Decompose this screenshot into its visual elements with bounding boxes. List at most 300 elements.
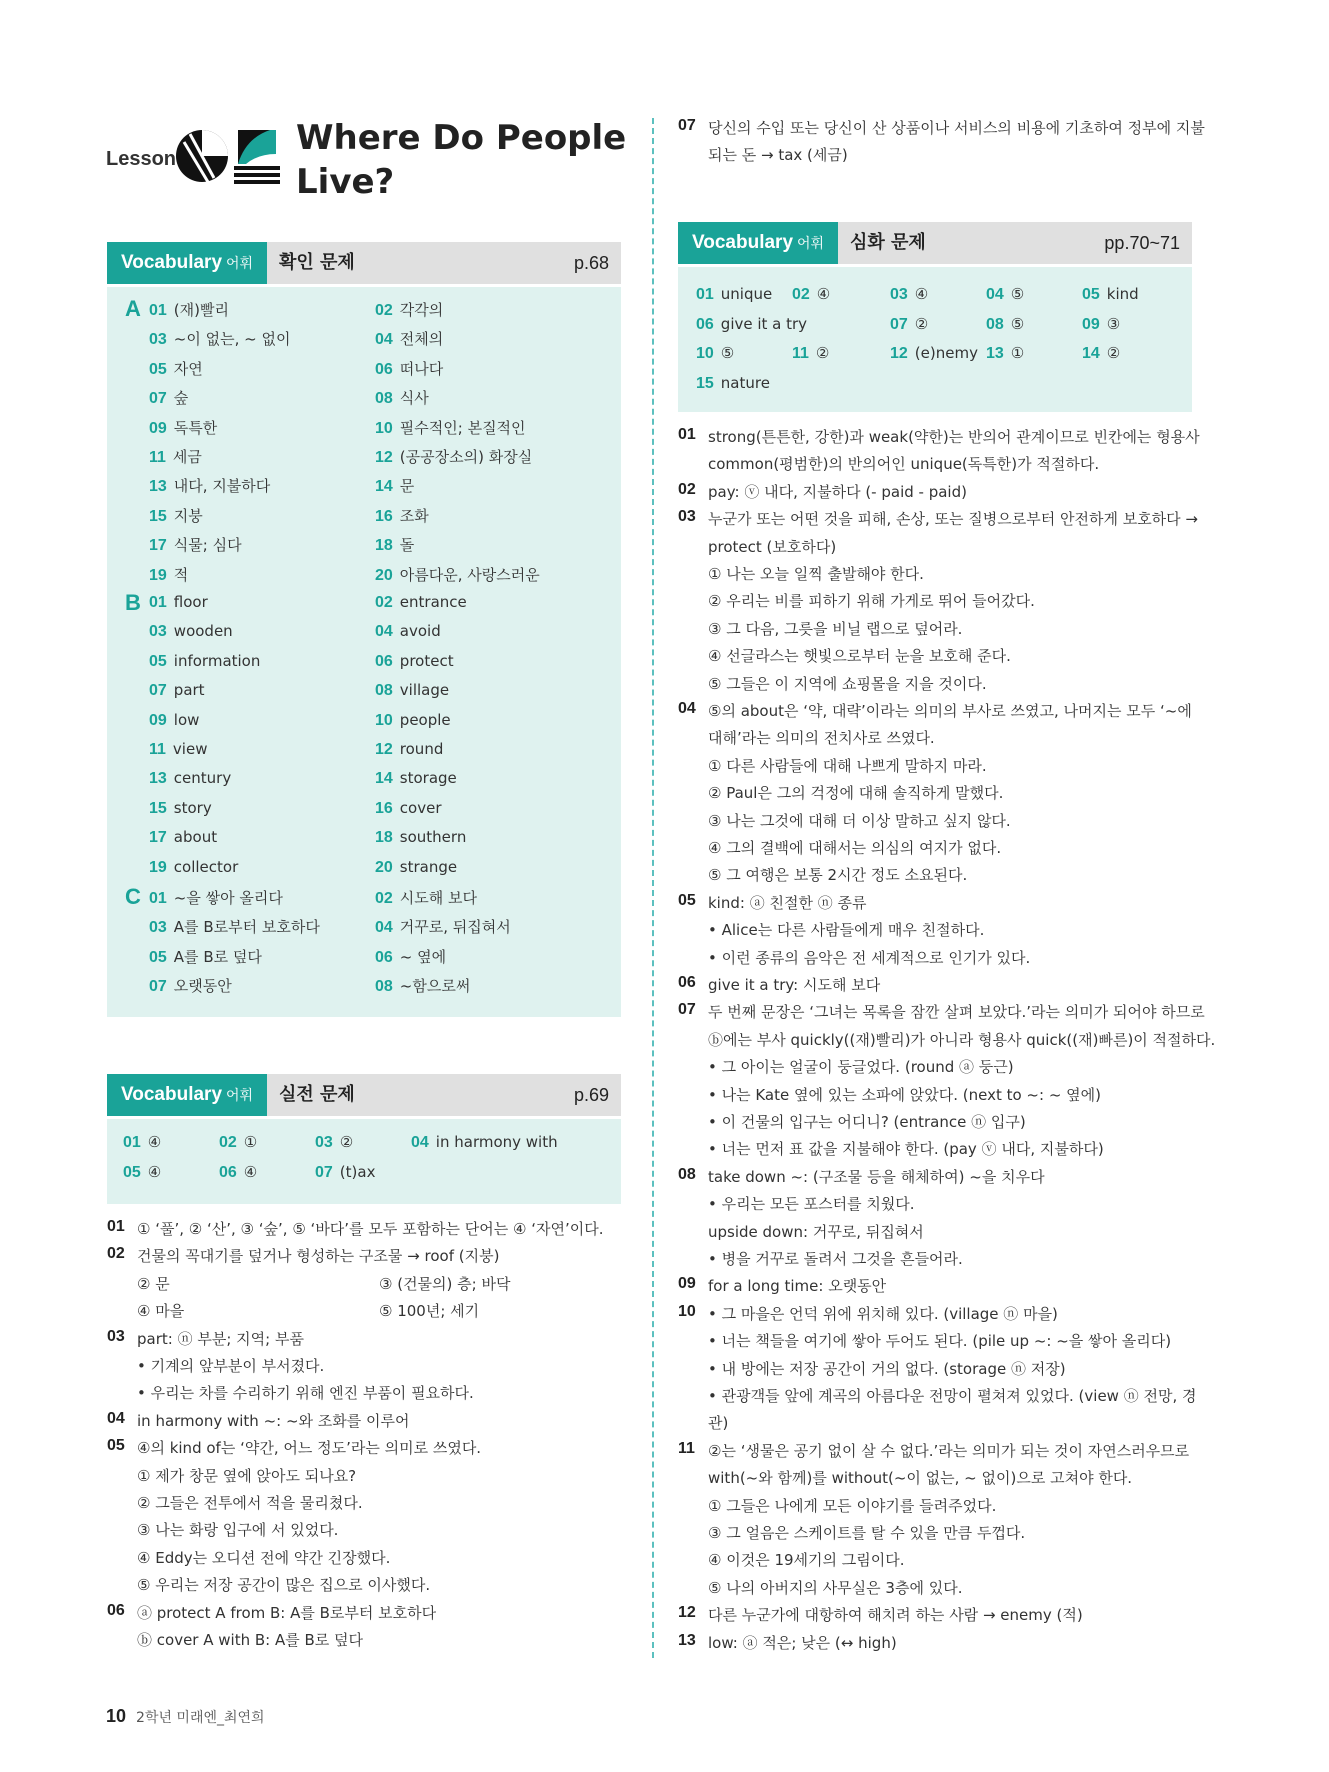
answer-item (375, 858, 457, 877)
title-line-1: Where Do People (296, 118, 627, 158)
box1-tag: Vocabulary 어휘 (107, 242, 267, 284)
answer-item (149, 858, 238, 877)
explanation-line (107, 1574, 627, 1596)
answer-number: 07 (149, 390, 167, 408)
answer-item (375, 446, 532, 467)
answer-item (149, 975, 232, 996)
explanation-text: ① 다른 사람들에 대해 나쁘게 말하지 마라. (708, 756, 987, 775)
answer-text: A를 B로 덮다 (173, 947, 262, 966)
answer-text: century (173, 769, 232, 788)
answer-item (375, 387, 429, 408)
answer-text: (재)빨리 (173, 301, 229, 319)
answer-text: ⑤ (1010, 285, 1025, 303)
answer-number: 01 (149, 594, 167, 611)
lesson-title (296, 116, 636, 204)
answer-item (149, 681, 205, 700)
explanation-line (107, 1519, 627, 1541)
explanation-text: ⓑ에는 부사 quickly((재)빨리)가 아니라 형용사 quick((재)빠른)이 적절하다. (708, 1030, 1216, 1049)
explanation-text: ① ‘풀’, ② ‘산’, ③ ‘숲’, ⑤ ‘바다’를 모두 포함하는 단어는 ④ ‘자연’이다. (137, 1220, 604, 1238)
answer-text: 거꾸로, 뒤집혀서 (399, 918, 511, 937)
explanation-line (107, 1492, 627, 1514)
box2-page: p.69 (573, 1085, 609, 1105)
explanation-line (678, 1193, 1198, 1215)
answer-item (149, 622, 233, 641)
explanation-text: 대해’라는 의미의 전치사로 쓰였다. (708, 729, 935, 748)
explanation-line (107, 1602, 627, 1624)
explanation-text: ③ (건물의) 층; 바닥 (379, 1274, 511, 1293)
answer-number: 12 (375, 741, 393, 758)
answer-number: 09 (149, 419, 167, 437)
answer-item (149, 711, 199, 730)
answer-item (375, 593, 467, 612)
explanation-text: ⑤ 그들은 이 지역에 쇼핑몰을 지을 것이다. (708, 674, 987, 693)
explanation-line (678, 1138, 1198, 1160)
explanation-text: • 이런 종류의 음악은 전 세계적으로 인기가 있다. (708, 948, 1031, 967)
explanation-text: • 너는 먼저 표 값을 지불해야 한다. (pay ⓥ 내다, 지불하다) (708, 1140, 1104, 1159)
explanation-text: • 그 마을은 언덕 위에 위치해 있다. (village ⓝ 마을) (708, 1304, 1058, 1323)
answer-number: 16 (375, 799, 393, 817)
explanation-line (678, 508, 1198, 530)
explanation-text: • 관광객들 앞에 계곡의 아름다운 전망이 펼쳐져 있었다. (view ⓝ 전망, 경 (708, 1387, 1197, 1405)
explanation-line (678, 1604, 1198, 1626)
explanation-text: ⑤의 about은 ‘약, 대략’이라는 의미의 부사로 쓰였고, 나머지는 모두 ‘~에 (708, 702, 1192, 720)
answer-text: ~을 쌓아 올리다 (173, 889, 283, 907)
explanation-text: ⑤ 나의 아버지의 사무실은 3층에 있다. (708, 1578, 963, 1597)
explanation-text: 되는 돈 → tax (세금) (708, 146, 848, 164)
answer-text: protect (399, 651, 454, 670)
answer-item (149, 505, 203, 526)
question-number: 10 (678, 1302, 696, 1320)
answer-item (375, 299, 443, 320)
answer-item (149, 887, 283, 908)
answer-item (792, 285, 830, 304)
explanation-text: 건물의 꼭대기를 덮거나 형성하는 구조물 → roof (지붕) (137, 1247, 500, 1266)
answer-text: 지붕 (173, 506, 203, 525)
answer-number: 13 (149, 770, 167, 788)
answer-text: unique (720, 285, 773, 303)
answer-text: ⑤ (720, 344, 735, 362)
answer-item (890, 315, 928, 334)
explanation-line (678, 919, 1198, 941)
explanation-text: protect (보호하다) (708, 537, 837, 556)
answer-item (375, 622, 441, 641)
answer-text: (공공장소의) 화장실 (399, 448, 533, 466)
footer-text: 2학년 미래엔_최연희 (136, 1710, 265, 1726)
explanation-text: low: ⓐ 적은; 낮은 (↔ high) (708, 1633, 897, 1652)
explanation-text: with(~와 함께)를 without(~이 없는, ~ 없이)으로 고쳐야 한다. (708, 1469, 1133, 1488)
answer-text: 내다, 지불하다 (173, 477, 271, 496)
answer-text: floor (173, 593, 208, 611)
answer-number: 10 (375, 419, 393, 437)
answer-number: 06 (375, 948, 393, 966)
explanation-text: take down ~: (구조물 등을 해체하여) ~을 치우다 (708, 1167, 1045, 1186)
explanation-text: ⑤ 우리는 저장 공간이 많은 집으로 이사했다. (137, 1576, 431, 1595)
explanation-line (107, 1437, 627, 1459)
answer-text: ③ (1106, 314, 1121, 333)
answer-item (375, 769, 457, 788)
answer-number: 01 (149, 890, 167, 907)
box1-subtitle: 확인 문제 (279, 252, 355, 273)
explanation-text: • 그 아이는 얼굴이 둥글었다. (round ⓐ 둥근) (708, 1058, 1014, 1077)
box3-tag: Vocabulary 어휘 (678, 222, 838, 264)
answer-item (149, 593, 208, 612)
explanation-line (678, 1632, 1198, 1654)
answer-number: 10 (696, 345, 714, 362)
explanation-text: ④ Eddy는 오디션 전에 약간 긴장했다. (137, 1548, 391, 1567)
explanation-line (678, 1577, 1198, 1599)
explanation-line (678, 727, 1198, 749)
answer-number: 08 (375, 390, 393, 408)
answer-text: southern (399, 828, 467, 847)
answer-number: 02 (375, 890, 393, 907)
answer-number: 02 (792, 286, 810, 303)
answer-item (375, 740, 443, 759)
explanation-line (678, 947, 1198, 969)
answer-number: 06 (696, 315, 714, 333)
answer-text: ~함으로써 (399, 977, 471, 996)
question-number: 12 (678, 1604, 696, 1622)
answer-item (1082, 344, 1120, 363)
answer-number: 05 (149, 948, 167, 966)
answer-text: view (172, 740, 208, 758)
answer-item (149, 358, 203, 379)
answer-number: 20 (375, 858, 393, 876)
answer-item (149, 769, 231, 788)
answer-number: 06 (219, 1164, 237, 1181)
explanation-line (678, 1467, 1198, 1489)
explanation-line (678, 1385, 1198, 1407)
answer-number: 17 (149, 829, 167, 847)
answer-text: 시도해 보다 (399, 889, 478, 907)
answer-number: 03 (149, 331, 167, 349)
answer-item (149, 534, 242, 555)
answer-item (149, 328, 290, 349)
answer-number: 08 (375, 682, 393, 700)
explanation-line (678, 1495, 1198, 1517)
answer-number: 07 (890, 315, 908, 333)
answer-text: A를 B로부터 보호하다 (173, 918, 320, 937)
explanation-text: ② 문 (137, 1274, 170, 1293)
explanation-line (678, 1221, 1198, 1243)
answer-item (123, 1163, 161, 1182)
answer-item (375, 534, 414, 555)
explanation-line (678, 673, 1198, 695)
explanation-line (678, 426, 1198, 448)
answer-number: 15 (696, 374, 714, 392)
answer-text: low (173, 710, 200, 729)
question-number: 04 (678, 700, 696, 717)
answer-item (890, 285, 928, 304)
answer-text: in harmony with (435, 1133, 558, 1151)
answer-item (149, 446, 202, 467)
answer-item (411, 1133, 558, 1152)
answer-item (375, 475, 414, 496)
answer-text: ④ (816, 285, 831, 303)
box3-header (678, 222, 1192, 264)
answer-item (375, 358, 443, 379)
answer-text: round (399, 740, 444, 758)
answer-number: 18 (375, 537, 393, 555)
explanation-line (678, 1358, 1198, 1380)
explanation-text: ⓐ protect A from B: A를 B로부터 보호하다 (137, 1603, 437, 1622)
answer-text: 오랫동안 (173, 977, 232, 996)
page-number: 10 (106, 1706, 127, 1726)
explanation-line (678, 1412, 1198, 1434)
explanation-line (678, 1303, 1198, 1325)
right-top-explanation (678, 117, 1205, 177)
answer-text: 적 (173, 565, 189, 584)
left-explanations (107, 1218, 627, 1648)
question-number: 08 (678, 1165, 696, 1183)
section-letter: B (125, 590, 141, 615)
answer-text: 자연 (173, 359, 203, 378)
answer-text: ④ (914, 285, 929, 303)
explanation-text: • 내 방에는 저장 공간이 거의 없다. (storage ⓝ 저장) (708, 1359, 1066, 1378)
answer-text: cover (399, 798, 442, 817)
answer-text: ④ (147, 1163, 162, 1181)
answer-text: story (173, 798, 212, 817)
answer-item (375, 828, 466, 847)
explanation-text: ④ 선글라스는 햇빛으로부터 눈을 보호해 준다. (708, 647, 1011, 666)
explanation-text: ③ 그 다음, 그릇을 비닐 랩으로 덮어라. (708, 619, 963, 638)
answer-item (375, 505, 429, 526)
answer-item (149, 387, 188, 408)
answer-text: wooden (173, 622, 233, 641)
answer-number: 13 (986, 345, 1004, 362)
answer-number: 03 (890, 286, 908, 303)
explanation-line (678, 1275, 1198, 1297)
explanation-text: part: ⓝ 부분; 지역; 부품 (137, 1329, 304, 1348)
answer-number: 08 (375, 978, 393, 996)
answer-text: ② (914, 314, 929, 333)
explanation-line (678, 1056, 1198, 1078)
explanation-line (678, 1166, 1198, 1188)
answer-number: 02 (219, 1134, 237, 1151)
answer-number: 15 (149, 507, 167, 525)
answer-text: 독특한 (173, 418, 218, 437)
explanation-text: in harmony with ~: ~와 조화를 이루어 (137, 1411, 410, 1430)
explanation-line (678, 782, 1198, 804)
question-number: 05 (107, 1437, 125, 1455)
explanation-line (678, 453, 1198, 475)
answer-number: 19 (149, 566, 167, 584)
answer-item (375, 681, 449, 700)
title-line-2: Live? (296, 162, 395, 202)
answer-number: 02 (375, 302, 393, 319)
answer-number: 12 (375, 449, 393, 466)
answer-item (375, 711, 451, 730)
answer-number: 20 (375, 566, 393, 584)
explanation-text: upside down: 거꾸로, 뒤집혀서 (708, 1222, 924, 1241)
explanation-text: • 이 건물의 입구는 어디니? (entrance ⓝ 입구) (708, 1113, 1026, 1131)
explanation-text: ② 그들은 전투에서 적을 물리쳤다. (137, 1494, 363, 1512)
answer-item (375, 564, 540, 585)
question-number: 07 (678, 117, 696, 134)
question-number: 09 (678, 1275, 696, 1293)
answer-text: 필수적인; 본질적인 (399, 418, 526, 437)
answer-number: 14 (375, 770, 393, 788)
explanation-text: • 병을 거꾸로 돌려서 그것을 흔들어라. (708, 1250, 963, 1268)
question-number: 02 (678, 480, 696, 498)
question-number: 02 (107, 1245, 125, 1263)
answer-text: 식물; 심다 (173, 536, 242, 555)
explanation-line (678, 892, 1198, 914)
answer-item (315, 1133, 353, 1152)
box3-subtitle: 심화 문제 (850, 232, 926, 253)
answer-item (149, 475, 270, 496)
answer-text: ⑤ (1010, 314, 1025, 333)
box2-body (107, 1119, 621, 1204)
question-number: 13 (678, 1631, 696, 1649)
explanation-text: 두 번째 문장은 ‘그녀는 목록을 잠깐 살펴 보았다.’라는 의미가 되어야 하므로 (708, 1003, 1205, 1022)
explanation-text: ④의 kind of는 ‘약간, 어느 정도’라는 의미로 쓰였다. (137, 1439, 482, 1458)
answer-text: information (173, 651, 261, 670)
question-number: 06 (678, 974, 696, 991)
answer-item (375, 652, 454, 671)
explanation-text: 관) (708, 1414, 729, 1433)
answer-text: 조화 (399, 506, 429, 525)
answer-number: 04 (411, 1134, 429, 1151)
answer-text: storage (399, 769, 457, 788)
answer-text: ~ 옆에 (399, 947, 447, 966)
explanation-text: ② Paul은 그의 걱정에 대해 솔직하게 말했다. (708, 784, 1004, 803)
answer-number: 07 (149, 978, 167, 996)
explanation-line (678, 645, 1198, 667)
explanation-line (107, 1410, 627, 1432)
box1-header (107, 242, 621, 284)
explanation-line (107, 1629, 627, 1651)
explanation-line (107, 1465, 627, 1487)
explanation-text: ⑤ 그 여행은 보통 2시간 정도 소요된다. (708, 866, 968, 885)
answer-number: 05 (1082, 286, 1100, 303)
answer-text: 떠나다 (399, 359, 444, 378)
answer-item (315, 1163, 375, 1182)
answer-item (375, 417, 526, 438)
explanation-text: ① 제가 창문 옆에 앉아도 되나요? (137, 1466, 357, 1485)
explanation-text: strong(튼튼한, 강한)과 weak(약한)는 반의어 관계이므로 빈칸에는 형용사 (708, 428, 1200, 446)
explanation-line (678, 618, 1198, 640)
explanation-line (678, 563, 1198, 585)
answer-number: 03 (149, 919, 167, 937)
answer-item (986, 315, 1024, 334)
answer-text: 전체의 (399, 330, 444, 349)
answer-number: 11 (149, 449, 166, 466)
answer-number: 03 (315, 1134, 333, 1151)
answer-item (986, 285, 1024, 304)
explanation-line (678, 590, 1198, 612)
answer-number: 09 (149, 711, 167, 729)
answer-text: ② (1106, 344, 1121, 362)
explanation-line (678, 1029, 1216, 1051)
answer-number: 08 (986, 315, 1004, 333)
answer-text: nature (720, 373, 770, 392)
answer-number: 04 (375, 331, 393, 349)
answer-item (696, 374, 770, 393)
explanation-line (678, 864, 1198, 886)
question-number: 03 (107, 1327, 125, 1345)
explanation-line (678, 1084, 1198, 1106)
question-number: 06 (107, 1601, 125, 1619)
explanation-line (107, 1547, 627, 1569)
answer-item (696, 344, 734, 363)
explanation-text: • 우리는 차를 수리하기 위해 엔진 부품이 필요하다. (137, 1384, 474, 1403)
explanation-line (678, 1330, 1198, 1352)
answer-item (696, 315, 807, 334)
explanation-line (678, 1549, 1198, 1571)
answer-text: (e)nemy (914, 344, 978, 362)
explanation-text: ③ 그 얼음은 스케이트를 탈 수 있을 만큼 두껍다. (708, 1524, 1026, 1542)
answer-item (375, 887, 477, 908)
answer-number: 11 (792, 345, 809, 362)
answer-item (986, 344, 1024, 363)
lesson-label: Lesson (106, 148, 177, 170)
answer-text: part (173, 681, 205, 700)
explanation-line (678, 810, 1198, 832)
answer-number: 07 (315, 1164, 333, 1181)
answer-text: strange (399, 857, 458, 876)
explanation-text: give it a try: 시도해 보다 (708, 976, 881, 994)
explanation-text: ① 나는 오늘 일찍 출발해야 한다. (708, 565, 924, 583)
answer-text: 숲 (173, 389, 189, 408)
explanation-text: ① 그들은 나에게 모든 이야기를 들려주었다. (708, 1496, 997, 1515)
explanation-text: • Alice는 다른 사람들에게 매우 친절하다. (708, 921, 985, 940)
explanation-text: common(평범한)의 반의어인 unique(독특한)가 적절하다. (708, 455, 1100, 474)
answer-number: 05 (149, 652, 167, 670)
answer-text: 각각의 (399, 301, 444, 319)
answer-text: collector (173, 857, 239, 876)
answer-number: 14 (375, 478, 393, 496)
answer-number: 18 (375, 829, 393, 847)
answer-number: 04 (375, 919, 393, 937)
box2-header (107, 1074, 621, 1116)
explanation-line (107, 1245, 627, 1267)
box1-body (107, 287, 621, 1017)
answer-text: avoid (399, 622, 441, 641)
answer-text: ④ (147, 1133, 162, 1151)
explanation-line (107, 1382, 627, 1404)
answer-item (123, 1133, 161, 1152)
answer-item (149, 417, 217, 438)
answer-item (792, 344, 829, 363)
explanation-line (678, 1248, 1198, 1270)
answer-number: 09 (1082, 315, 1100, 333)
explanation-text: ④ 이것은 19세기의 그림이다. (708, 1551, 905, 1570)
section-letter: C (125, 884, 141, 909)
answer-number: 19 (149, 858, 167, 876)
answer-number: 06 (375, 652, 393, 670)
answer-text: ① (243, 1133, 258, 1151)
answer-item (890, 344, 978, 363)
question-number: 01 (107, 1218, 125, 1235)
answer-item (149, 564, 188, 585)
answer-item (149, 946, 262, 967)
question-number: 05 (678, 891, 696, 909)
answer-text: (t)ax (339, 1163, 376, 1181)
lesson-number-logo (174, 124, 284, 188)
answer-text: 아름다운, 사랑스러운 (399, 565, 540, 584)
answer-number: 12 (890, 345, 908, 362)
answer-item (149, 916, 320, 937)
explanation-line (678, 700, 1198, 722)
box2-subtitle: 실전 문제 (279, 1084, 355, 1105)
answer-item (149, 740, 207, 759)
answer-number: 16 (375, 507, 393, 525)
answer-text: ② (339, 1133, 354, 1151)
explanation-text: ⓑ cover A with B: A를 B로 덮다 (137, 1631, 364, 1649)
answer-text: 돌 (399, 536, 415, 555)
explanation-text: • 나는 Kate 옆에 있는 소파에 앉았다. (next to ~: ~ 옆에) (708, 1085, 1101, 1104)
footer (106, 1706, 265, 1727)
